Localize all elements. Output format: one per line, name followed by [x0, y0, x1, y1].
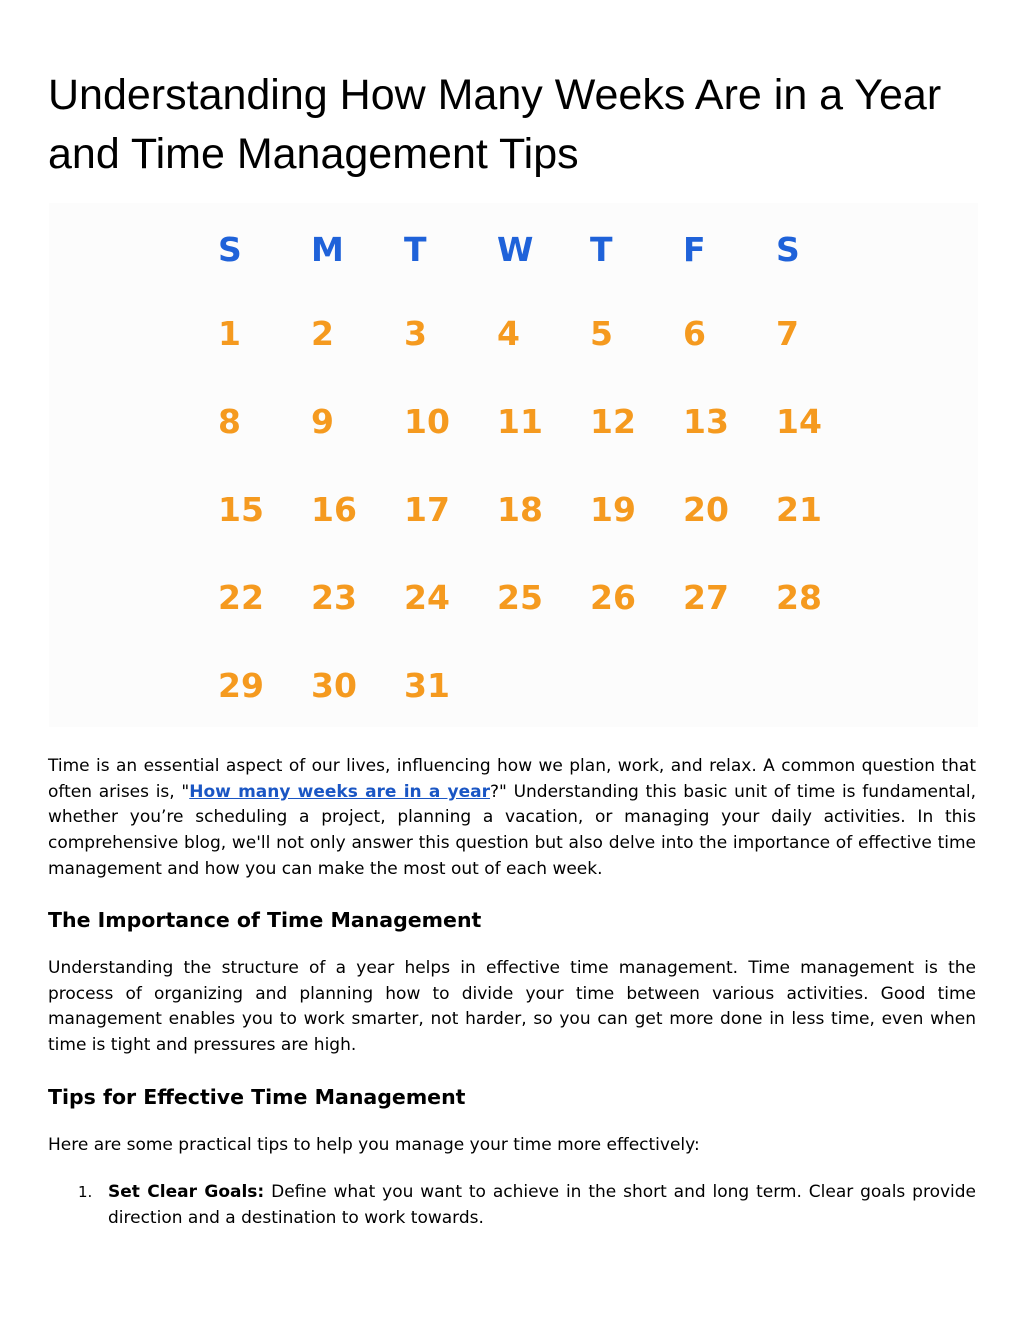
calendar-day: 21: [776, 490, 822, 529]
calendar-day: 2: [311, 314, 334, 353]
calendar-day: 23: [311, 578, 357, 617]
calendar-day: 10: [404, 402, 450, 441]
list-item-body: Define what you want to achieve in the short and long term. Clear goals provide direction and a destination to work towards.: [108, 1182, 977, 1228]
importance-paragraph: Understanding the structure of a year helps in effective time management. Time management is the process of organizing and planning how to divide your time between various activities. Good time management enables you to work smarter, not harder, so you can get more done in less time, even when time is tight and pressures are high.: [48, 958, 976, 1056]
calendar-day: 18: [497, 490, 543, 529]
list-item-label: Set Clear Goals:: [108, 1182, 265, 1202]
weekday-header: F: [683, 230, 706, 269]
calendar-day: 8: [218, 402, 241, 441]
calendar-day: 19: [590, 490, 636, 529]
calendar-day-empty: [680, 627, 773, 715]
weekday-header: W: [497, 230, 534, 269]
calendar-day: 7: [776, 314, 799, 353]
weekday-header: S: [218, 230, 242, 269]
weeks-in-year-link[interactable]: How many weeks are in a year: [189, 781, 491, 802]
calendar-day: 5: [590, 314, 613, 353]
calendar-day: 17: [404, 490, 450, 529]
calendar-day: 4: [497, 314, 520, 353]
calendar-day: 27: [683, 578, 729, 617]
calendar-image: [49, 203, 978, 727]
calendar-day-empty: [587, 627, 680, 715]
calendar-day-empty: [773, 627, 866, 715]
weekday-header: T: [404, 230, 427, 269]
list-item-number: 1.: [78, 1183, 93, 1201]
section-heading-tips: Tips for Effective Time Management: [48, 1085, 466, 1109]
tips-intro-paragraph: Here are some practical tips to help you manage your time more effectively:: [48, 1135, 700, 1155]
calendar-day: 31: [404, 666, 450, 705]
page-title: Understanding How Many Weeks Are in a Year and Time Management Tips: [48, 71, 942, 178]
calendar-day: 11: [497, 402, 543, 441]
calendar-day: 16: [311, 490, 357, 529]
calendar-day-empty: [494, 627, 587, 715]
calendar-grid: [215, 225, 866, 715]
calendar-day: 26: [590, 578, 636, 617]
calendar-day: 6: [683, 314, 706, 353]
weekday-header: M: [311, 230, 344, 269]
list-item-text: [108, 1180, 976, 1231]
calendar-day: 28: [776, 578, 822, 617]
calendar-day: 25: [497, 578, 543, 617]
weekday-header: T: [590, 230, 613, 269]
calendar-day: 14: [776, 402, 822, 441]
calendar-day: 22: [218, 578, 264, 617]
calendar-day: 24: [404, 578, 450, 617]
calendar-day: 12: [590, 402, 636, 441]
calendar-day: 29: [218, 666, 264, 705]
weekday-header: S: [776, 230, 800, 269]
calendar-day: 9: [311, 402, 334, 441]
calendar-day: 30: [311, 666, 357, 705]
intro-text-before: Time is an essential aspect of our lives, influencing how we plan, work, and relax. A common question that often arises is, ": [48, 756, 976, 802]
section-heading-importance: The Importance of Time Management: [48, 908, 482, 932]
calendar-day: 3: [404, 314, 427, 353]
calendar-day: 15: [218, 490, 264, 529]
calendar-day: 13: [683, 402, 729, 441]
intro-text-after: ?" Understanding this basic unit of time is fundamental, whether you’re scheduling a project, planning a vacation, or managing your daily activities. In this comprehensive blog, we'll not only answer this question but also delve into the importance of effective time management and how you can make the most out of each week.: [48, 781, 976, 879]
calendar-day: 20: [683, 490, 729, 529]
intro-paragraph: [48, 754, 976, 883]
calendar-day: 1: [218, 314, 241, 353]
